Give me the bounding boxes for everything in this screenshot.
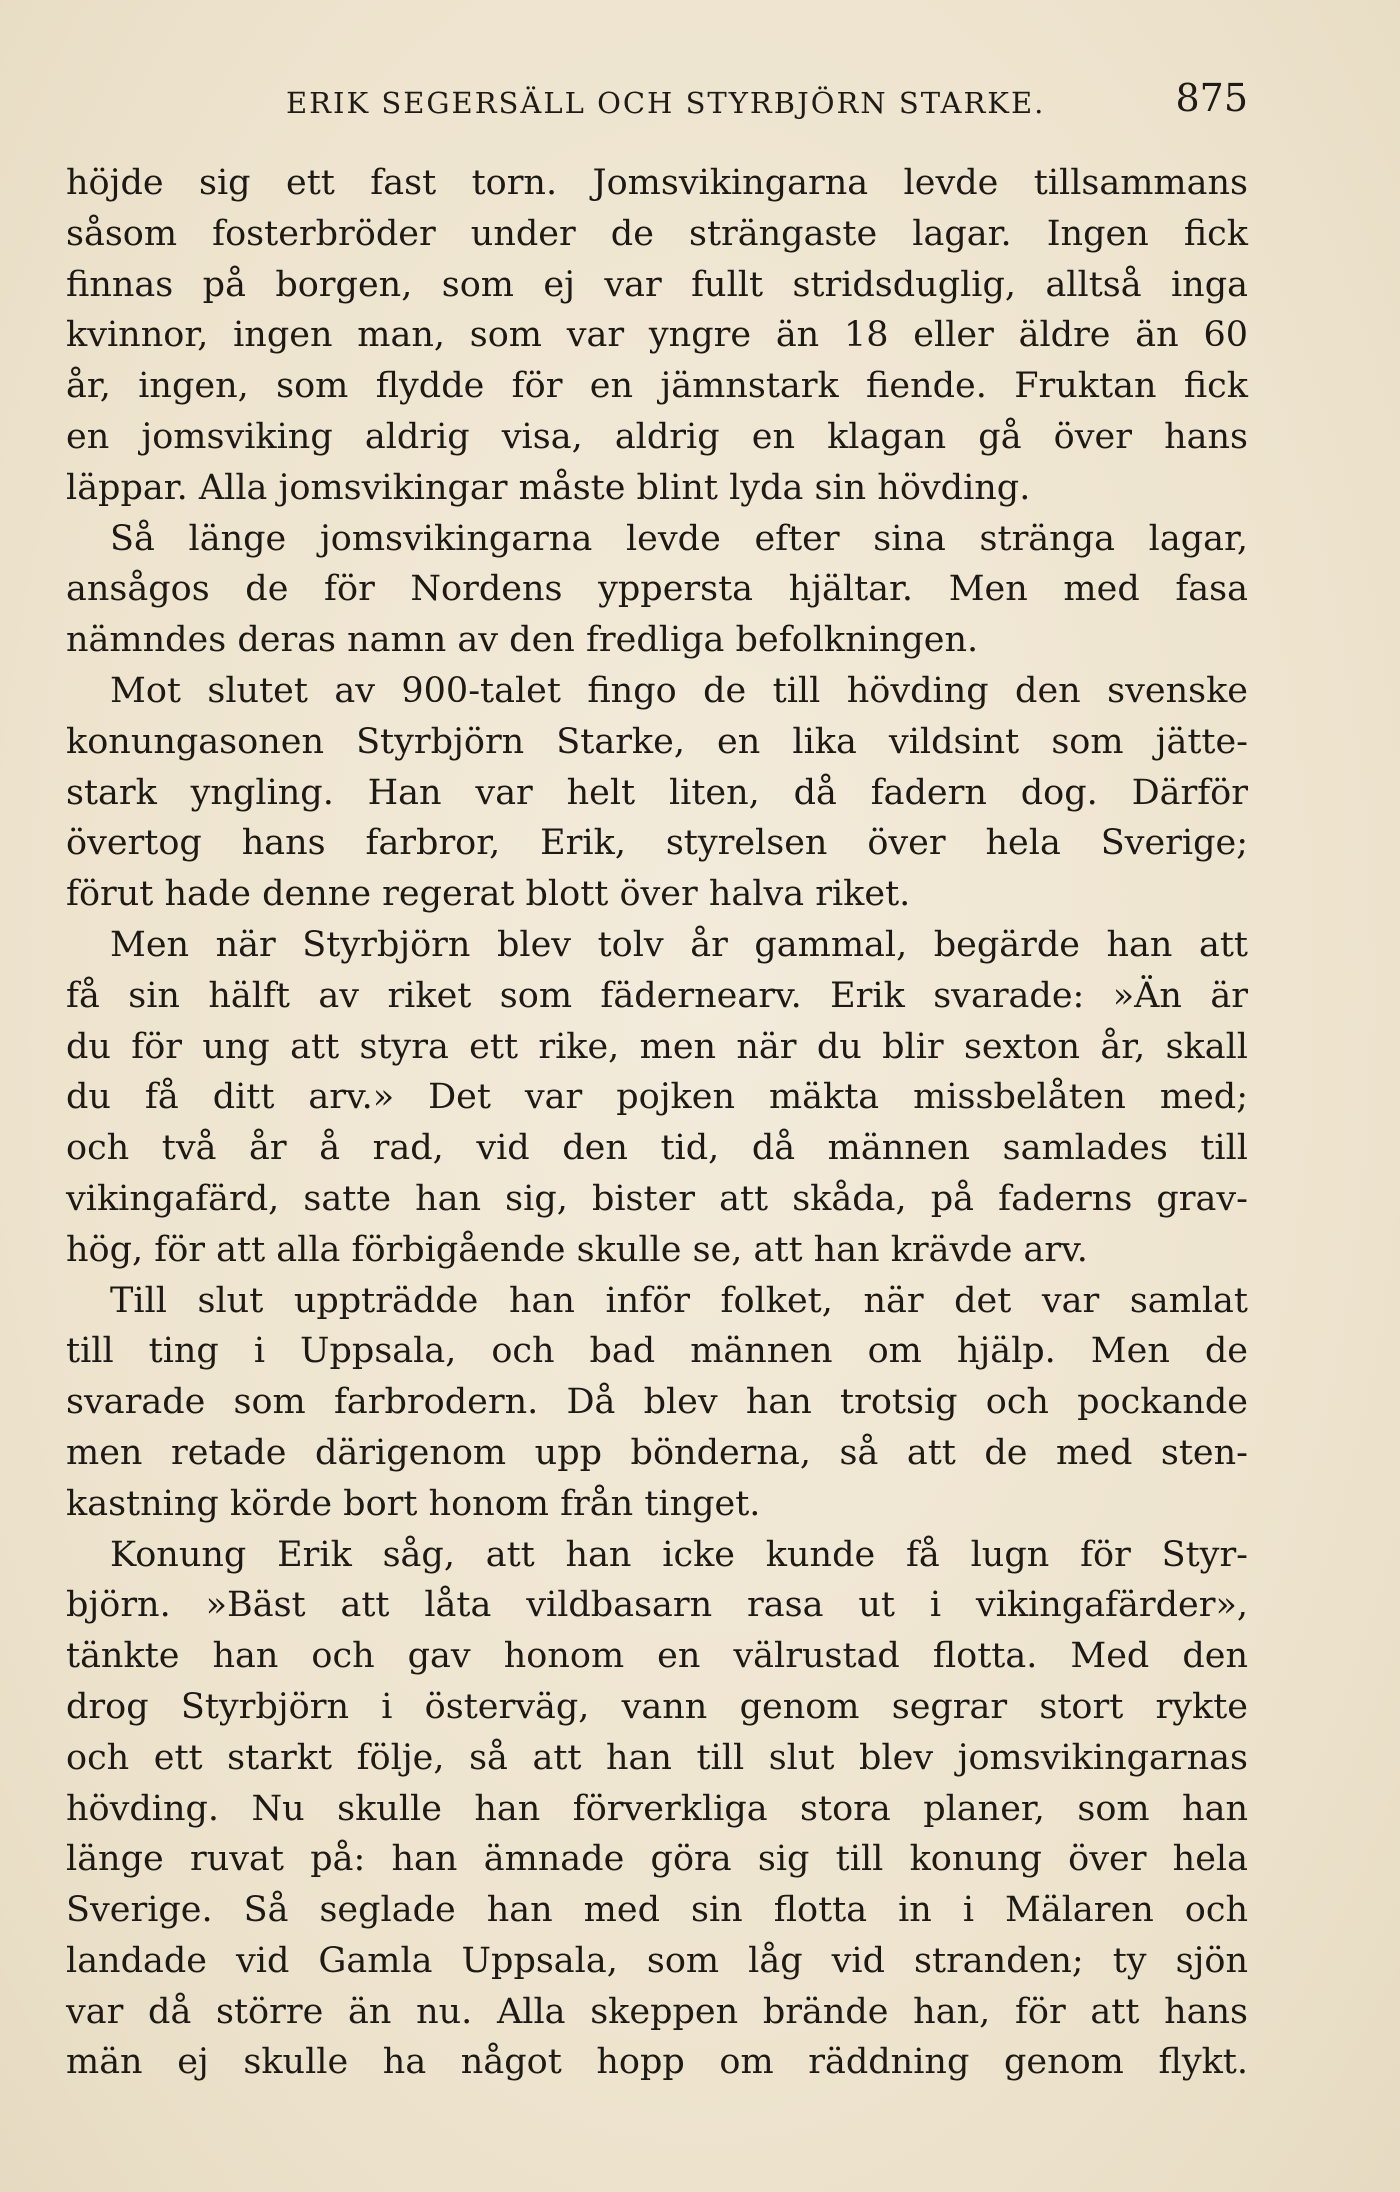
text-line: var då större än nu. Alla skeppen brände han, för att hans (66, 1991, 1248, 2032)
running-head-title: ERIK SEGERSÄLL OCH STYRBJÖRN STARKE. (286, 86, 1046, 120)
text-line: hövding. Nu skulle han förverkliga stora planer, som han (66, 1788, 1248, 1829)
text-line: kvinnor, ingen man, som var yngre än 18 eller äldre än 60 (66, 315, 1248, 356)
text-line: svarade som farbrodern. Då blev han trotsig och pockande (66, 1382, 1248, 1423)
paragraph (66, 1276, 1248, 1530)
text-line: länge ruvat på: han ämnade göra sig till konung över hela (66, 1839, 1248, 1880)
text-line: förut hade denne regerat blott över halva riket. (66, 874, 911, 915)
text-line: övertog hans farbror, Erik, styrelsen över hela Sverige; (66, 823, 1248, 864)
text-line: kastning körde bort honom från tinget. (66, 1483, 761, 1524)
text-line: stark yngling. Han var helt liten, då fadern dog. Därför (66, 772, 1248, 813)
text-line: konungasonen Styrbjörn Starke, en lika vildsint som jätte- (66, 721, 1248, 762)
page-number: 875 (1175, 76, 1248, 120)
paragraph (66, 666, 1248, 920)
text-body (66, 158, 1248, 2088)
paragraph (66, 514, 1248, 666)
text-line: få sin hälft av riket som fädernearv. Erik svarade: »Än är (66, 975, 1248, 1016)
text-line: till ting i Uppsala, och bad männen om hjälp. Men de (66, 1331, 1248, 1372)
text-line: Till slut uppträdde han inför folket, när det var samlat (110, 1280, 1248, 1321)
text-line: Mot slutet av 900-talet fingo de till hövding den svenske (110, 670, 1248, 711)
paragraph (66, 1530, 1248, 2089)
text-line: ansågos de för Nordens yppersta hjältar. Men med fasa (66, 569, 1248, 610)
text-line: hög, för att alla förbigående skulle se, att han krävde arv. (66, 1229, 1088, 1270)
text-line: tänkte han och gav honom en välrustad flotta. Med den (66, 1636, 1248, 1677)
text-line: och två år å rad, vid den tid, då männen samlades till (66, 1128, 1248, 1169)
text-line: drog Styrbjörn i österväg, vann genom segrar stort rykte (66, 1686, 1248, 1727)
text-line: Så länge jomsvikingarna levde efter sina stränga lagar, (110, 518, 1248, 559)
text-line: landade vid Gamla Uppsala, som låg vid stranden; ty sjön (66, 1940, 1248, 1981)
text-line: du för ung att styra ett rike, men när du blir sexton år, skall (66, 1026, 1248, 1067)
text-line: björn. »Bäst att låta vildbasarn rasa ut i vikingafärder», (66, 1585, 1248, 1626)
text-line: en jomsviking aldrig visa, aldrig en klagan gå över hans (66, 416, 1248, 457)
text-line: år, ingen, som flydde för en jämnstark fiende. Fruktan fick (66, 366, 1248, 407)
text-line: och ett starkt följe, så att han till slut blev jomsvikingarnas (66, 1737, 1248, 1778)
paragraph (66, 158, 1248, 514)
text-line: men retade därigenom upp bönderna, så att de med sten- (66, 1432, 1248, 1473)
text-line: vikingafärd, satte han sig, bister att skåda, på faderns grav- (66, 1178, 1248, 1219)
text-line: Men när Styrbjörn blev tolv år gammal, begärde han att (110, 924, 1248, 965)
text-line: du få ditt arv.» Det var pojken mäkta missbelåten med; (66, 1077, 1248, 1118)
text-line: män ej skulle ha något hopp om räddning genom flykt. (66, 2042, 1248, 2083)
text-line: nämndes deras namn av den fredliga befolkningen. (66, 620, 979, 661)
running-head (66, 76, 1248, 132)
text-line: läppar. Alla jomsvikingar måste blint lyda sin hövding. (66, 467, 1031, 508)
text-line: såsom fosterbröder under de strängaste lagar. Ingen fick (66, 213, 1248, 254)
text-line: finnas på borgen, som ej var fullt stridsduglig, alltså inga (66, 264, 1248, 305)
text-line: Konung Erik såg, att han icke kunde få lugn för Styr- (110, 1534, 1248, 1575)
text-line: höjde sig ett fast torn. Jomsvikingarna levde tillsammans (66, 163, 1248, 203)
text-line: Sverige. Så seglade han med sin flotta in i Mälaren och (66, 1890, 1248, 1931)
paragraph (66, 920, 1248, 1276)
